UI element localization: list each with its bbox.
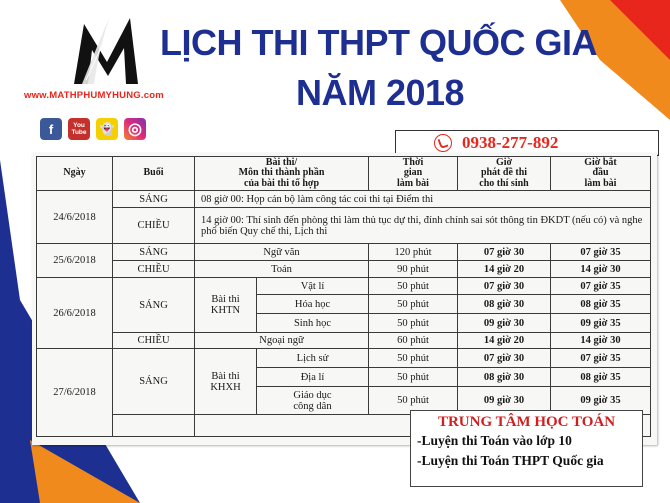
duration-cell: 50 phút xyxy=(369,368,458,387)
instagram-icon[interactable]: ◎ xyxy=(124,118,146,140)
header-gio-phat-de: Giờ phát đề thi cho thí sinh xyxy=(458,157,551,191)
note-cell: 08 giờ 00: Họp cán bộ làm công tác coi thi tại Điểm thi xyxy=(195,191,651,208)
hand-out-cell: 14 giờ 20 xyxy=(458,333,551,349)
duration-cell: 50 phút xyxy=(369,387,458,415)
header-buoi: Buổi xyxy=(113,157,195,191)
subject-cell: Giáo dục công dân xyxy=(257,387,369,415)
header-gio-bat-dau: Giờ bắt đầu làm bài xyxy=(551,157,651,191)
session-cell: CHIỀU xyxy=(113,261,195,278)
start-cell: 09 giờ 35 xyxy=(551,314,651,333)
subject-cell: Địa lí xyxy=(257,368,369,387)
start-cell: 14 giờ 30 xyxy=(551,261,651,278)
date-cell: 24/6/2018 xyxy=(37,191,113,244)
table-row xyxy=(37,333,651,349)
start-cell: 09 giờ 35 xyxy=(551,387,651,415)
start-cell: 07 giờ 35 xyxy=(551,349,651,368)
header-thoi-gian: Thời gian làm bài xyxy=(369,157,458,191)
session-cell: SÁNG xyxy=(113,278,195,333)
ad-line-2: -Luyện thi Toán THPT Quốc gia xyxy=(417,453,604,468)
exam-schedule-table xyxy=(36,156,651,437)
start-cell: 08 giờ 35 xyxy=(551,368,651,387)
subject-cell: Lịch sử xyxy=(257,349,369,368)
duration-cell: 60 phút xyxy=(369,333,458,349)
start-cell: 07 giờ 35 xyxy=(551,244,651,261)
date-cell: 26/6/2018 xyxy=(37,278,113,349)
hand-out-cell: 09 giờ 30 xyxy=(458,314,551,333)
phone-number: 0938-277-892 xyxy=(462,133,559,152)
subject-cell: Toán xyxy=(195,261,369,278)
page-subtitle-year: NĂM 2018 xyxy=(296,72,465,113)
note-cell: 14 giờ 00: Thí sinh đến phòng thi làm thủ tục dự thi, đính chính sai sót thông tin ĐKDT (nếu có) và nghe phổ biến Quy chế thi, Lịch thi xyxy=(195,208,651,244)
page-title: LỊCH THI THPT QUỐC GIA xyxy=(160,22,597,63)
ad-line-1: -Luyện thi Toán vào lớp 10 xyxy=(417,433,572,448)
header-bai-thi: Bài thi/ Môn thi thành phần của bài thi tổ hợp xyxy=(195,157,369,191)
ad-heading: TRUNG TÂM HỌC TOÁN xyxy=(437,414,616,430)
duration-cell: 50 phút xyxy=(369,349,458,368)
session-cell: SÁNG xyxy=(113,191,195,208)
table-row xyxy=(37,244,651,261)
duration-cell: 50 phút xyxy=(369,278,458,295)
phone-icon xyxy=(434,134,452,152)
session-cell: CHIỀU xyxy=(113,208,195,244)
social-links xyxy=(40,118,146,140)
hand-out-cell: 07 giờ 30 xyxy=(458,349,551,368)
group-cell: Bài thi KHTN xyxy=(195,278,257,333)
session-cell: SÁNG xyxy=(113,349,195,415)
duration-cell: 50 phút xyxy=(369,314,458,333)
date-cell: 25/6/2018 xyxy=(37,244,113,278)
duration-cell: 90 phút xyxy=(369,261,458,278)
table-header-row xyxy=(37,157,651,191)
start-cell: 14 giờ 30 xyxy=(551,333,651,349)
hand-out-cell: 08 giờ 30 xyxy=(458,368,551,387)
start-cell: 07 giờ 35 xyxy=(551,278,651,295)
session-cell: CHIỀU xyxy=(113,333,195,349)
subject-cell: Ngoại ngữ xyxy=(195,333,369,349)
hand-out-cell: 08 giờ 30 xyxy=(458,295,551,314)
table-row xyxy=(37,208,651,244)
subject-cell: Ngữ văn xyxy=(195,244,369,261)
website-url[interactable]: www.MATHPHUMYHUNG.com xyxy=(24,90,164,101)
table-row xyxy=(37,191,651,208)
empty-cell xyxy=(113,415,195,437)
youtube-icon[interactable]: You Tube xyxy=(68,118,90,140)
hand-out-cell: 14 giờ 20 xyxy=(458,261,551,278)
duration-cell: 120 phút xyxy=(369,244,458,261)
brand-logo xyxy=(72,14,142,92)
duration-cell: 50 phút xyxy=(369,295,458,314)
snapchat-icon[interactable]: 👻 xyxy=(96,118,118,140)
table-row xyxy=(37,278,651,295)
subject-cell: Vật lí xyxy=(257,278,369,295)
subject-cell: Sinh học xyxy=(257,314,369,333)
hand-out-cell: 07 giờ 30 xyxy=(458,244,551,261)
hand-out-cell: 09 giờ 30 xyxy=(458,387,551,415)
facebook-icon[interactable]: f xyxy=(40,118,62,140)
subject-cell: Hóa học xyxy=(257,295,369,314)
start-cell: 08 giờ 35 xyxy=(551,295,651,314)
tutoring-ad-box[interactable] xyxy=(410,410,643,487)
hand-out-cell: 07 giờ 30 xyxy=(458,278,551,295)
group-cell: Bài thi KHXH xyxy=(195,349,257,415)
header-ngay: Ngày xyxy=(37,157,113,191)
table-row xyxy=(37,349,651,368)
date-cell: 27/6/2018 xyxy=(37,349,113,437)
session-cell: SÁNG xyxy=(113,244,195,261)
table-row xyxy=(37,261,651,278)
